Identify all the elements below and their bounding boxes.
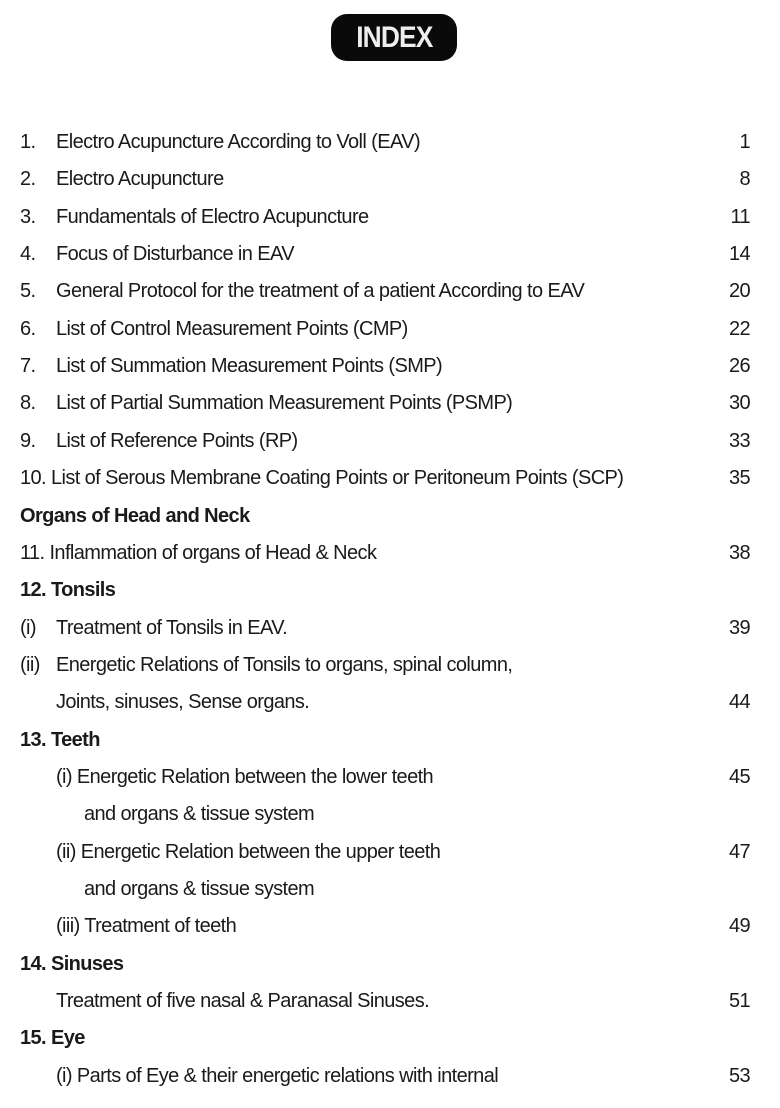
entry-title: 13. Teeth [20,728,100,751]
index-section-heading [0,951,780,977]
entry-title: Organs of Head and Neck [20,504,250,527]
index-entry [0,689,780,715]
entry-page-number: 51 [728,990,750,1013]
entry-title: 14. Sinuses [20,952,124,975]
index-entry [0,988,780,1014]
entry-number: 5. [20,280,36,303]
entry-number: 3. [20,205,36,228]
index-entry [0,241,780,267]
entry-number: 6. [20,317,36,340]
entry-number: 1. [20,131,36,153]
entry-title: 11. Inflammation of organs of Head & Neck [20,541,377,564]
entry-page-number: 11 [730,205,750,228]
entry-page-number: 47 [728,840,750,863]
entry-title: List of Reference Points (RP) [56,429,298,452]
page-title: INDEX [355,20,433,54]
entry-title: Focus of Disturbance in EAV [56,243,294,266]
entry-page-number: 26 [728,355,750,378]
index-title-badge [331,14,457,61]
entry-title: List of Partial Summation Measurement Points (PSMP) [56,392,513,415]
index-entry [0,465,780,491]
index-entry [0,839,780,865]
entry-page-number: 49 [728,915,750,938]
index-entry [0,353,780,379]
entry-number: 4. [20,243,36,266]
entry-page-number: 44 [728,691,750,714]
entry-title: Joints, sinuses, Sense organs. [56,691,310,714]
index-entry [0,615,780,641]
entry-page-number: 39 [728,616,750,639]
entry-number: 7. [20,355,36,378]
entry-title: Treatment of Tonsils in EAV. [56,616,288,639]
index-entry [0,540,780,566]
entry-number: 2. [20,168,36,191]
entry-title: Energetic Relations of Tonsils to organs, spinal column, [56,653,513,676]
entry-number: (i) [20,616,36,639]
index-entry [0,129,780,155]
entry-title: List of Summation Measurement Points (SMP) [56,355,443,378]
index-entry [0,913,780,939]
entry-page-number: 45 [728,765,750,788]
entry-title: 12. Tonsils [20,579,116,602]
index-entry [0,652,780,678]
index-entry [0,428,780,454]
index-entry [0,1063,780,1089]
entry-page-number: 38 [728,541,750,564]
index-section-heading [0,577,780,603]
index-section-heading [0,727,780,753]
index-entry [0,278,780,304]
entry-title: General Protocol for the treatment of a patient According to EAV [56,280,585,303]
entry-page-number: 8 [739,168,750,191]
entry-title: Electro Acupuncture [56,168,224,191]
index-section-heading [0,1025,780,1051]
index-entry [0,390,780,416]
entry-number: 8. [20,392,36,415]
entry-number: 9. [20,429,36,452]
entry-title: and organs & tissue system [84,878,315,900]
entry-number: (ii) [20,653,40,676]
index-section-heading [0,503,780,529]
index-entry [0,876,780,902]
entry-page-number: 14 [728,243,750,266]
entry-page-number: 53 [728,1064,750,1087]
entry-page-number: 30 [728,392,750,415]
entry-page-number: 1 [739,131,750,153]
entry-title: Treatment of five nasal & Paranasal Sinuses. [56,990,430,1013]
entry-title: (ii) Energetic Relation between the upper teeth [56,840,441,863]
entry-title: Fundamentals of Electro Acupuncture [56,205,369,228]
entry-title: and organs & tissue system [84,803,315,826]
entry-page-number: 35 [728,467,750,490]
entry-title: Electro Acupuncture According to Voll (EAV) [56,131,421,153]
index-entry [0,166,780,192]
entry-title: (iii) Treatment of teeth [56,915,237,938]
entry-page-number: 22 [728,317,750,340]
entry-title: (i) Parts of Eye & their energetic relations with internal [56,1064,499,1087]
index-entry [0,316,780,342]
entry-title: List of Control Measurement Points (CMP) [56,317,408,340]
entry-page-number: 20 [728,280,750,303]
entry-page-number: 33 [728,429,750,452]
entry-title: 15. Eye [20,1027,85,1050]
index-entry [0,764,780,790]
entry-title: (i) Energetic Relation between the lower teeth [56,765,434,788]
index-entry [0,204,780,230]
entry-title: 10. List of Serous Membrane Coating Points or Peritoneum Points (SCP) [20,467,624,490]
index-entry [0,801,780,827]
